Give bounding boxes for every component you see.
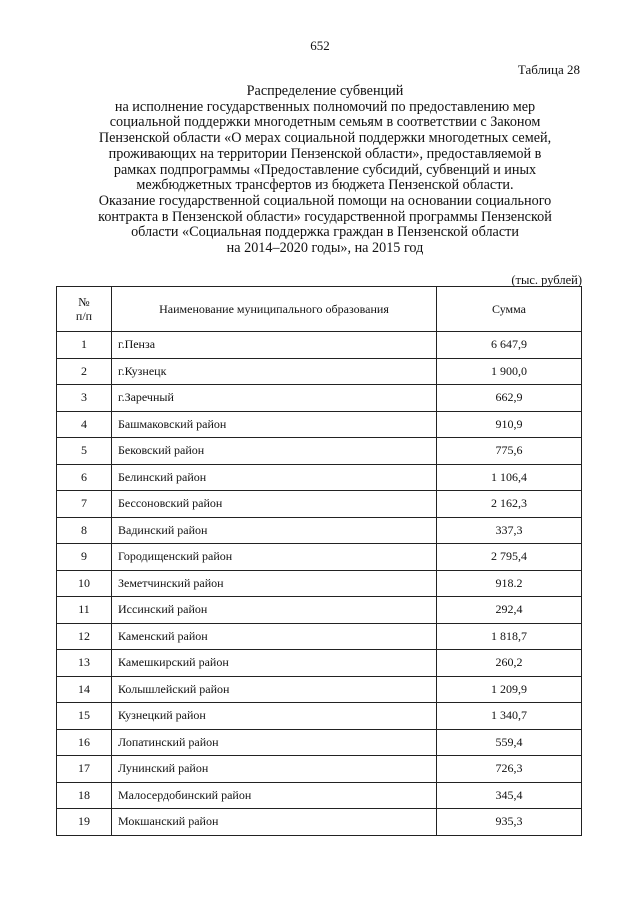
table-row bbox=[57, 464, 582, 491]
row-municipality: Бековский район bbox=[112, 438, 437, 465]
row-sum: 918.2 bbox=[437, 570, 582, 597]
row-number: 4 bbox=[57, 411, 112, 438]
row-sum: 726,3 bbox=[437, 756, 582, 783]
table-row bbox=[57, 358, 582, 385]
row-number: 2 bbox=[57, 358, 112, 385]
row-number: 1 bbox=[57, 332, 112, 359]
row-number: 13 bbox=[57, 650, 112, 677]
row-number: 5 bbox=[57, 438, 112, 465]
title-line: Пензенской области «О мерах социальной поддержки многодетных семей, bbox=[98, 130, 552, 147]
row-sum: 1 209,9 bbox=[437, 676, 582, 703]
title-line: контракта в Пензенской области» государственной программы Пензенской bbox=[98, 208, 552, 225]
title-line: проживающих на территории Пензенской области», предоставляемой в bbox=[108, 145, 542, 162]
row-number: 12 bbox=[57, 623, 112, 650]
row-municipality: Иссинский район bbox=[112, 597, 437, 624]
row-municipality: г.Заречный bbox=[112, 385, 437, 412]
table-row bbox=[57, 676, 582, 703]
row-municipality: Башмаковский район bbox=[112, 411, 437, 438]
table-row bbox=[57, 385, 582, 412]
title-line: рамках подпрограммы «Предоставление субсидий, субвенций и иных bbox=[113, 161, 537, 178]
row-number: 7 bbox=[57, 491, 112, 518]
row-municipality: Городищенский район bbox=[112, 544, 437, 571]
page-number: 652 bbox=[310, 38, 330, 53]
row-number: 18 bbox=[57, 782, 112, 809]
row-number: 6 bbox=[57, 464, 112, 491]
title-line: социальной поддержки многодетным семьям в соответствии с Законом bbox=[109, 114, 541, 131]
row-sum: 910,9 bbox=[437, 411, 582, 438]
row-sum: 292,4 bbox=[437, 597, 582, 624]
row-sum: 1 106,4 bbox=[437, 464, 582, 491]
row-municipality: Лунинский район bbox=[112, 756, 437, 783]
table-row bbox=[57, 491, 582, 518]
table-header-row bbox=[57, 287, 582, 332]
table-row bbox=[57, 729, 582, 756]
row-municipality: Кузнецкий район bbox=[112, 703, 437, 730]
row-municipality: Лопатинский район bbox=[112, 729, 437, 756]
units-label: (тыс. рублей) bbox=[511, 273, 582, 287]
row-number: 17 bbox=[57, 756, 112, 783]
row-sum: 559,4 bbox=[437, 729, 582, 756]
title-line: на исполнение государственных полномочий по предоставлению мер bbox=[114, 98, 536, 115]
table-row bbox=[57, 703, 582, 730]
row-municipality: Камешкирский район bbox=[112, 650, 437, 677]
row-number: 3 bbox=[57, 385, 112, 412]
header-sum: Сумма bbox=[437, 287, 582, 332]
row-sum: 6 647,9 bbox=[437, 332, 582, 359]
row-municipality: Каменский район bbox=[112, 623, 437, 650]
title-line: на 2014–2020 годы», на 2015 год bbox=[226, 240, 424, 257]
table-row bbox=[57, 332, 582, 359]
title-line: Распределение субвенций bbox=[246, 83, 404, 99]
row-sum: 2 162,3 bbox=[437, 491, 582, 518]
table-row bbox=[57, 438, 582, 465]
row-number: 9 bbox=[57, 544, 112, 571]
table-row bbox=[57, 809, 582, 836]
row-municipality: Земетчинский район bbox=[112, 570, 437, 597]
table-row bbox=[57, 756, 582, 783]
row-number: 8 bbox=[57, 517, 112, 544]
title-line: области «Социальная поддержка граждан в Пензенской области bbox=[131, 224, 519, 241]
row-municipality: Малосердобинский район bbox=[112, 782, 437, 809]
row-sum: 662,9 bbox=[437, 385, 582, 412]
table-row bbox=[57, 782, 582, 809]
title-line: межбюджетных трансфертов из бюджета Пензенской области. bbox=[136, 177, 514, 194]
row-number: 19 bbox=[57, 809, 112, 836]
table-row bbox=[57, 411, 582, 438]
table-row bbox=[57, 650, 582, 677]
row-municipality: г.Пенза bbox=[112, 332, 437, 359]
header-number-line2: п/п bbox=[75, 309, 93, 323]
row-sum: 775,6 bbox=[437, 438, 582, 465]
table-label: Таблица 28 bbox=[517, 62, 580, 77]
row-municipality: Бессоновский район bbox=[112, 491, 437, 518]
table-row bbox=[57, 570, 582, 597]
row-sum: 1 340,7 bbox=[437, 703, 582, 730]
table-body bbox=[57, 332, 582, 836]
row-number: 14 bbox=[57, 676, 112, 703]
row-sum: 345,4 bbox=[437, 782, 582, 809]
row-municipality: Вадинский район bbox=[112, 517, 437, 544]
row-number: 11 bbox=[57, 597, 112, 624]
header-name: Наименование муниципального образования bbox=[112, 287, 437, 332]
header-number bbox=[57, 287, 112, 332]
table-row bbox=[57, 517, 582, 544]
row-number: 10 bbox=[57, 570, 112, 597]
row-municipality: Колышлейский район bbox=[112, 676, 437, 703]
row-municipality: г.Кузнецк bbox=[112, 358, 437, 385]
table-row bbox=[57, 623, 582, 650]
title-line: Оказание государственной социальной помощи на основании социального bbox=[98, 192, 552, 209]
row-sum: 1 818,7 bbox=[437, 623, 582, 650]
row-number: 15 bbox=[57, 703, 112, 730]
row-municipality: Белинский район bbox=[112, 464, 437, 491]
row-sum: 337,3 bbox=[437, 517, 582, 544]
row-number: 16 bbox=[57, 729, 112, 756]
row-sum: 2 795,4 bbox=[437, 544, 582, 571]
table-row bbox=[57, 597, 582, 624]
document-title bbox=[60, 84, 590, 257]
row-sum: 1 900,0 bbox=[437, 358, 582, 385]
header-number-line1: № bbox=[78, 295, 90, 309]
subvention-table bbox=[56, 286, 582, 836]
row-municipality: Мокшанский район bbox=[112, 809, 437, 836]
row-sum: 260,2 bbox=[437, 650, 582, 677]
row-sum: 935,3 bbox=[437, 809, 582, 836]
table-row bbox=[57, 544, 582, 571]
